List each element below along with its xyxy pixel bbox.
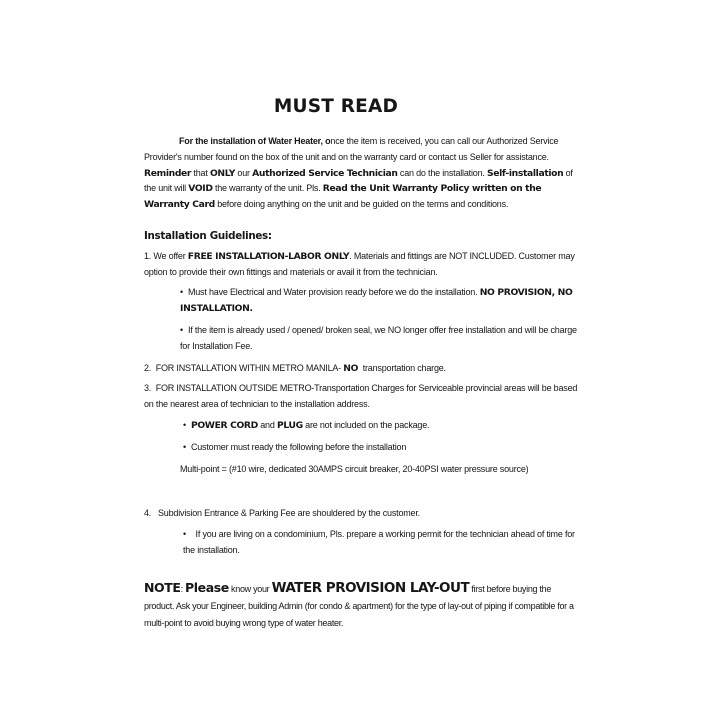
bullet-item bbox=[183, 440, 580, 456]
text-run: POWER CORD bbox=[190, 419, 258, 431]
spacer bbox=[144, 482, 580, 506]
text-run: PLUG bbox=[276, 419, 303, 431]
text-run: . Materials and fittings are NOT INCLUDED. Customer may option to provide their own fittings and materials or avail it from the technician. bbox=[144, 250, 577, 277]
text-run: know your bbox=[228, 583, 272, 594]
text-run: Installation Guidelines: bbox=[144, 229, 272, 242]
text-run: Read the Unit Warranty Policy written on the Warranty Card bbox=[144, 183, 545, 211]
text-run: NO bbox=[343, 362, 359, 374]
text-run: ONLY bbox=[209, 167, 236, 179]
text-run: can do the installation. bbox=[397, 167, 487, 178]
text-run: 1. We offer bbox=[144, 250, 188, 261]
paragraph bbox=[144, 381, 580, 413]
bullet-marker: • bbox=[180, 287, 183, 298]
text-run: Self-installation bbox=[486, 167, 564, 179]
text-run: our bbox=[235, 167, 253, 178]
text-run: VOID bbox=[188, 183, 213, 195]
text-run: FREE INSTALLATION-LABOR ONLY bbox=[187, 250, 350, 262]
text-run: Authorized Service Technician bbox=[252, 167, 398, 179]
paragraph bbox=[144, 506, 580, 522]
bullet-marker: • bbox=[180, 324, 183, 335]
text-run: 3. FOR INSTALLATION OUTSIDE METRO-Transportation Charges for Serviceable provincial areas will be based on the nearest area of technician to the installation address. bbox=[144, 383, 580, 410]
document bbox=[144, 96, 580, 637]
text-run: NOTE bbox=[144, 579, 181, 595]
text-run: : bbox=[180, 583, 185, 594]
text-run: first before buying the product. Ask your Engineer, building Admin (for condo & apartment) for the type of lay-out of piping if compatible for a multi-point to avoid buying wrong type of water heater. bbox=[144, 583, 576, 628]
text-run: 4. Subdivision Entrance & Parking Fee are shouldered by the customer. bbox=[144, 508, 420, 519]
text-run: Reminder bbox=[144, 167, 192, 179]
paragraph bbox=[144, 579, 580, 632]
text-run: WATER PROVISION LAY-OUT bbox=[271, 579, 470, 596]
text-run: of the unit will bbox=[144, 167, 576, 194]
text-run: are not included on the package. bbox=[302, 419, 430, 430]
text-run: If you are living on a condominium, Pls. prepare a working permit for the technician ahead of time for the installation. bbox=[183, 529, 578, 555]
bullet-marker: • bbox=[183, 419, 186, 430]
text-run: Customer must ready the following before the installation bbox=[190, 441, 407, 452]
text-run: the warranty of the unit. Pls. bbox=[212, 183, 323, 194]
text-run: NO PROVISION, NO INSTALLATION. bbox=[180, 287, 576, 315]
text-run: 2. FOR INSTALLATION WITHIN METRO MANILA- bbox=[144, 362, 344, 373]
text-run: Multi-point = (#10 wire, dedicated 30AMPS circuit breaker, 20-40PSI water pressure source) bbox=[180, 463, 529, 474]
spacer bbox=[144, 565, 580, 579]
text-run: For the installation of Water Heater, o bbox=[179, 136, 331, 146]
paragraph bbox=[144, 134, 580, 213]
text-run: transportation charge. bbox=[358, 362, 446, 373]
bullet-item bbox=[180, 323, 580, 355]
bullet-item bbox=[183, 527, 580, 559]
bullet-item bbox=[180, 285, 580, 317]
bullet-item bbox=[183, 418, 580, 434]
section-heading bbox=[144, 229, 580, 245]
paragraph bbox=[180, 462, 580, 478]
text-run: and bbox=[257, 419, 277, 430]
text-run: Must have Electrical and Water provision ready before we do the installation. bbox=[187, 287, 480, 298]
bullet-marker: • bbox=[183, 441, 186, 452]
text-run: before doing anything on the unit and be guided on the terms and conditions. bbox=[214, 199, 509, 210]
text-run: that bbox=[191, 167, 210, 178]
bullet-marker: • bbox=[183, 529, 186, 540]
text-run: Please bbox=[184, 579, 229, 595]
document-body bbox=[144, 134, 580, 632]
document-title: MUST READ bbox=[273, 96, 399, 117]
text-run: nce the item is received, you can call our Authorized Service Provider's number found on the box of the unit and on the warranty card or contact us Seller for assistance. bbox=[144, 136, 561, 162]
paragraph bbox=[144, 361, 580, 377]
paragraph bbox=[144, 249, 580, 281]
text-run: If the item is already used / opened/ broken seal, we NO longer offer free installation and will be charge for Installation Fee. bbox=[180, 324, 580, 351]
